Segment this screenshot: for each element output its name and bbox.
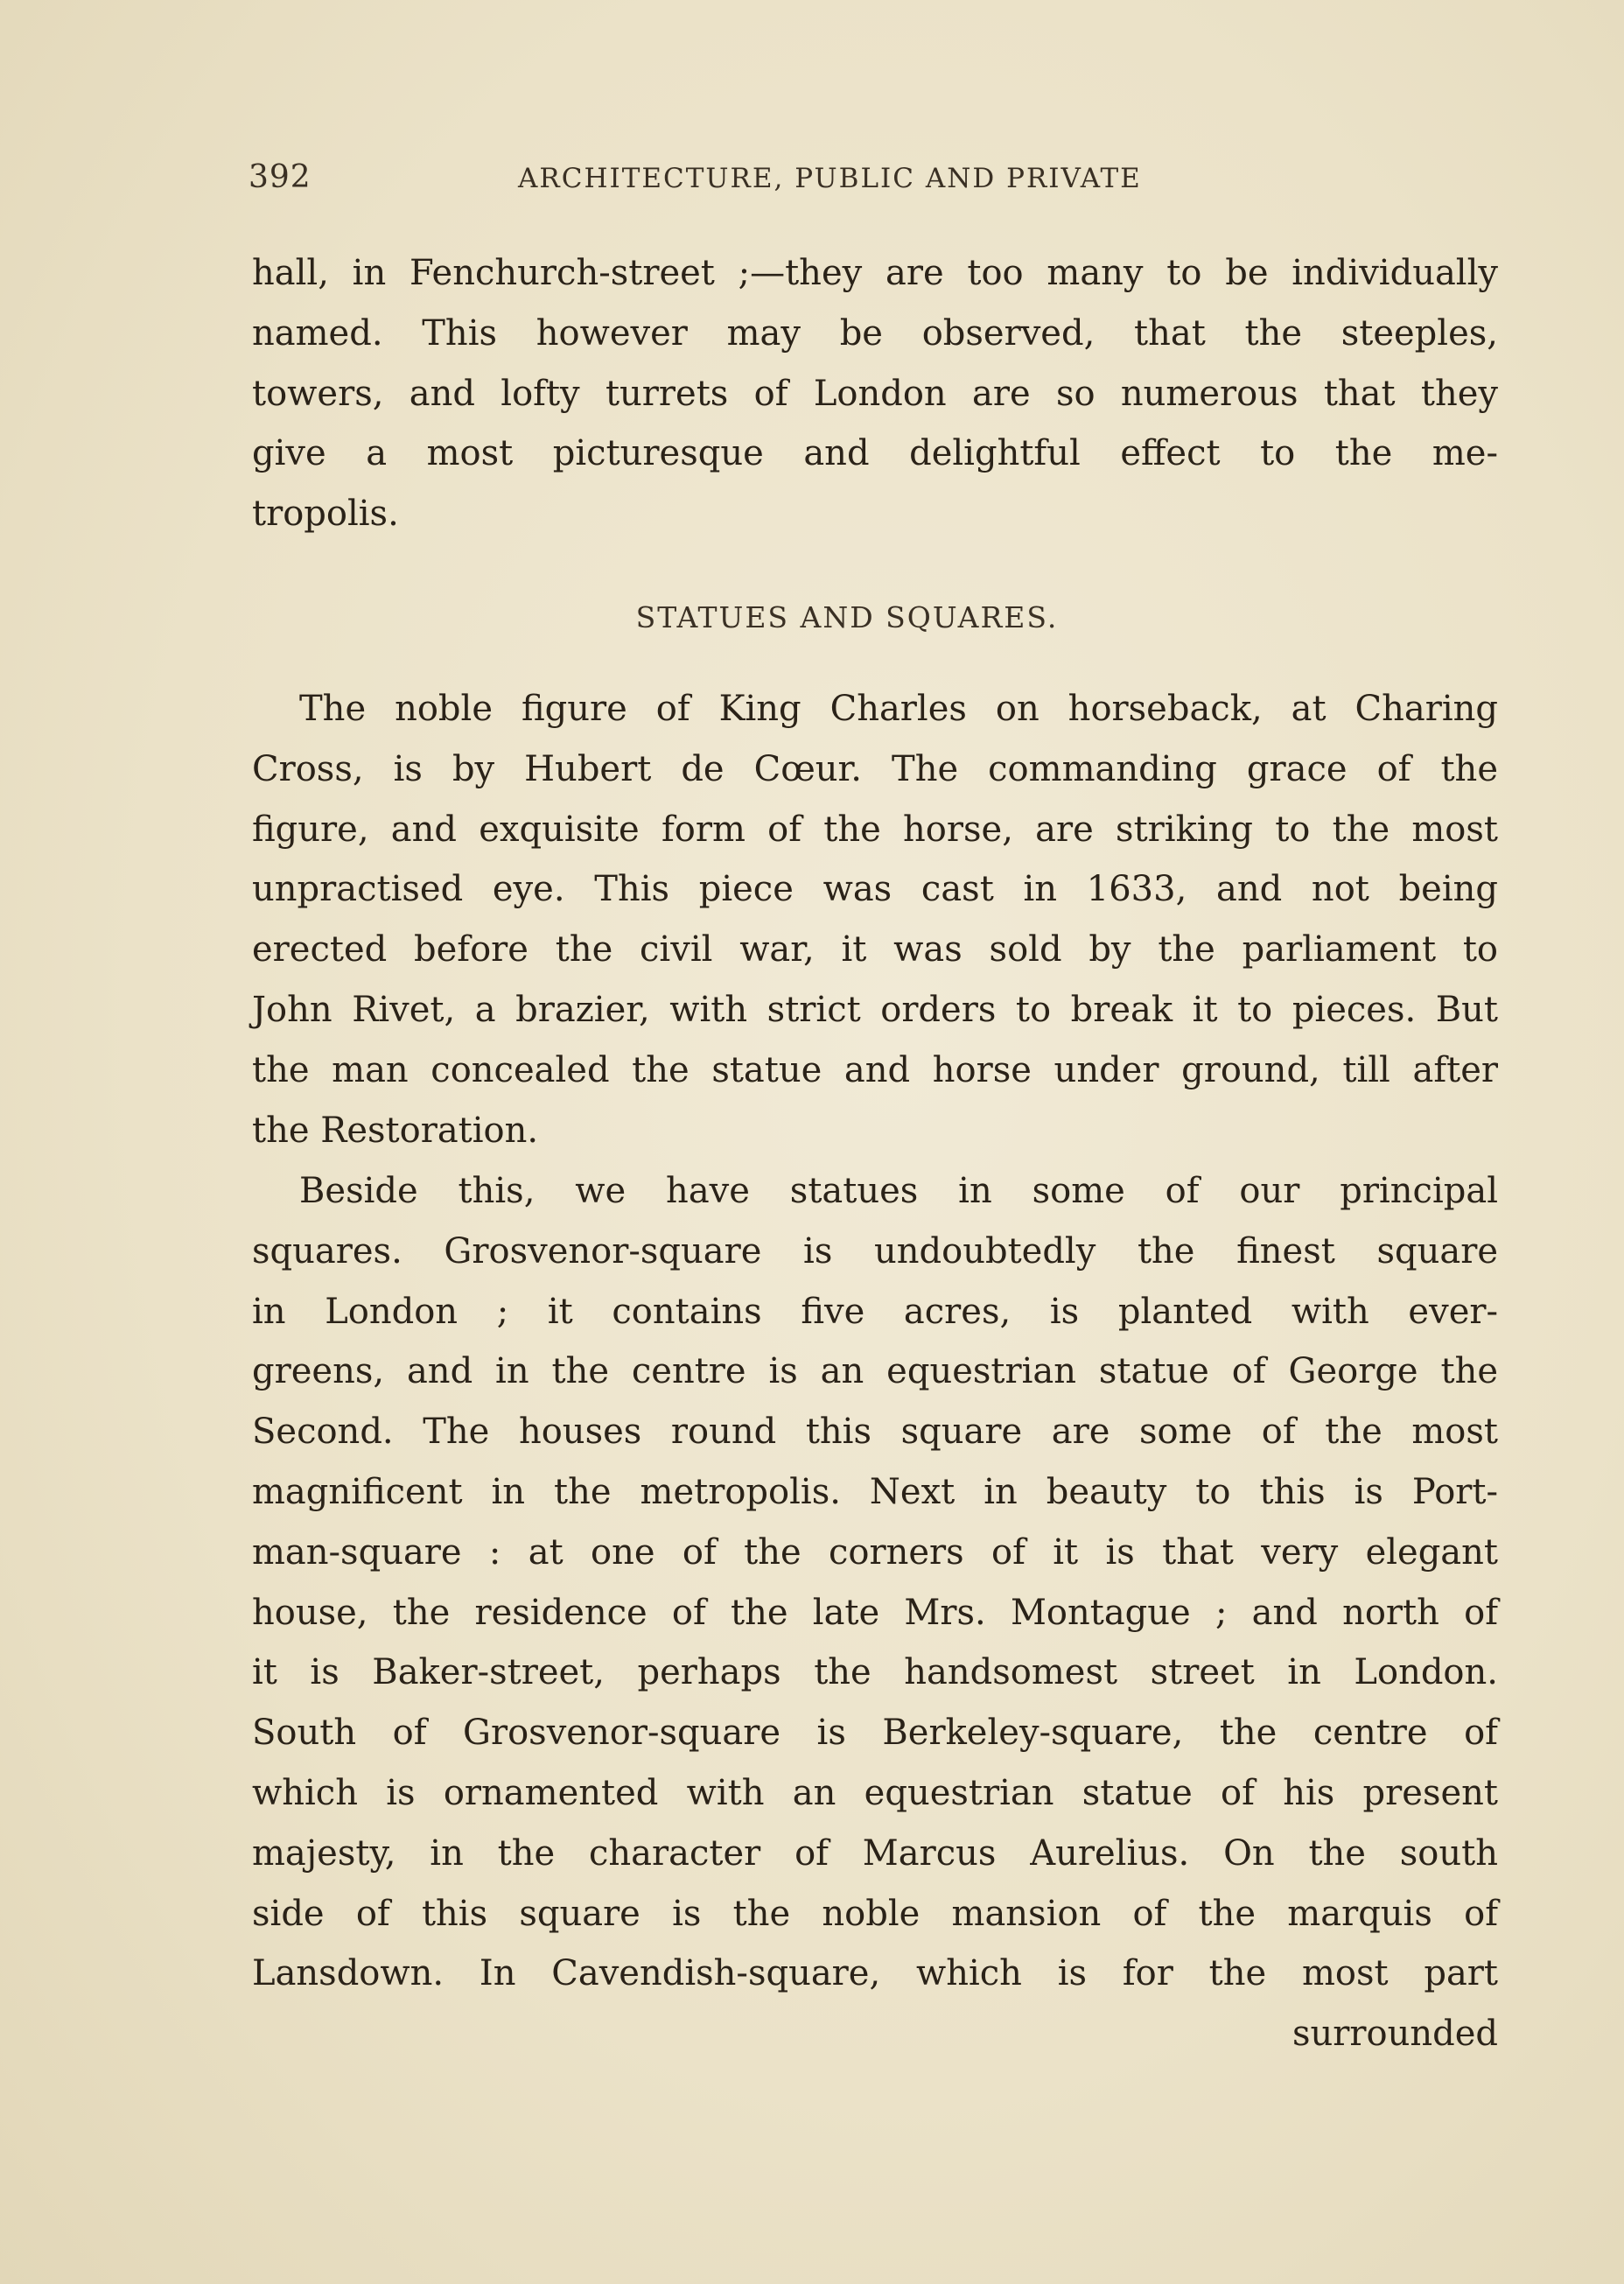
running-head <box>0 159 1624 203</box>
text-line: the man concealed the statue and horse under ground, till after <box>252 1049 1498 1090</box>
page-number: 392 <box>248 159 312 195</box>
text-line: The noble figure of King Charles on horseback, at Charing <box>299 689 1498 729</box>
text-line: the Restoration. <box>252 1110 539 1151</box>
text-line: which is ornamented with an equestrian statue of his present <box>252 1772 1498 1813</box>
text-line: South of Grosvenor-square is Berkeley-square, the centre of <box>252 1713 1498 1754</box>
section-heading: STATUES AND SQUARES. <box>635 600 1059 634</box>
text-line: house, the residence of the late Mrs. Montague ; and north of <box>252 1592 1498 1633</box>
text-line: give a most picturesque and delightful effect to the me- <box>252 433 1498 474</box>
text-line: magnificent in the metropolis. Next in beauty to this is Port- <box>252 1471 1498 1512</box>
text-line: unpractised eye. This piece was cast in 1633, and not being <box>252 869 1498 910</box>
text-line: named. This however may be observed, that the steeples, <box>252 312 1498 354</box>
text-line: Cross, is by Hubert de Cœur. The commanding grace of the <box>252 748 1498 789</box>
text-line: squares. Grosvenor-square is undoubtedly the finest square <box>252 1230 1498 1272</box>
text-line: Second. The houses round this square are some of the most <box>252 1412 1498 1453</box>
text-line: greens, and in the centre is an equestrian statue of George the <box>252 1351 1498 1392</box>
text-line: figure, and exquisite form of the horse, are striking to the most <box>252 809 1498 850</box>
text-line: Beside this, we have statues in some of our principal <box>299 1171 1498 1211</box>
text-line: John Rivet, a brazier, with strict orders to break it to pieces. But <box>252 989 1498 1030</box>
text-line: man-square : at one of the corners of it is that very elegant <box>252 1531 1498 1573</box>
text-line: Lansdown. In Cavendish-square, which is for the most part <box>252 1953 1498 1994</box>
paragraph-king-charles <box>252 679 1498 1160</box>
text-line: erected before the civil war, it was sold by the parliament to <box>252 929 1498 970</box>
paragraph-continuation <box>252 243 1498 544</box>
catchword: surrounded <box>1292 2014 1498 2055</box>
paragraph-squares <box>252 1161 1498 2064</box>
text-line: side of this square is the noble mansion of the marquis of <box>252 1893 1498 1934</box>
text-line: tropolis. <box>252 494 399 535</box>
text-line: hall, in Fenchurch-street ;—they are too many to be individually <box>252 253 1498 293</box>
text-line: majesty, in the character of Marcus Aurelius. On the south <box>252 1832 1498 1874</box>
text-line: it is Baker-street, perhaps the handsomest street in London. <box>252 1652 1498 1693</box>
text-line: towers, and lofty turrets of London are so numerous that they <box>252 373 1498 414</box>
running-title: ARCHITECTURE, PUBLIC AND PRIVATE <box>518 163 1142 194</box>
text-line: in London ; it contains five acres, is planted with ever- <box>252 1291 1498 1332</box>
